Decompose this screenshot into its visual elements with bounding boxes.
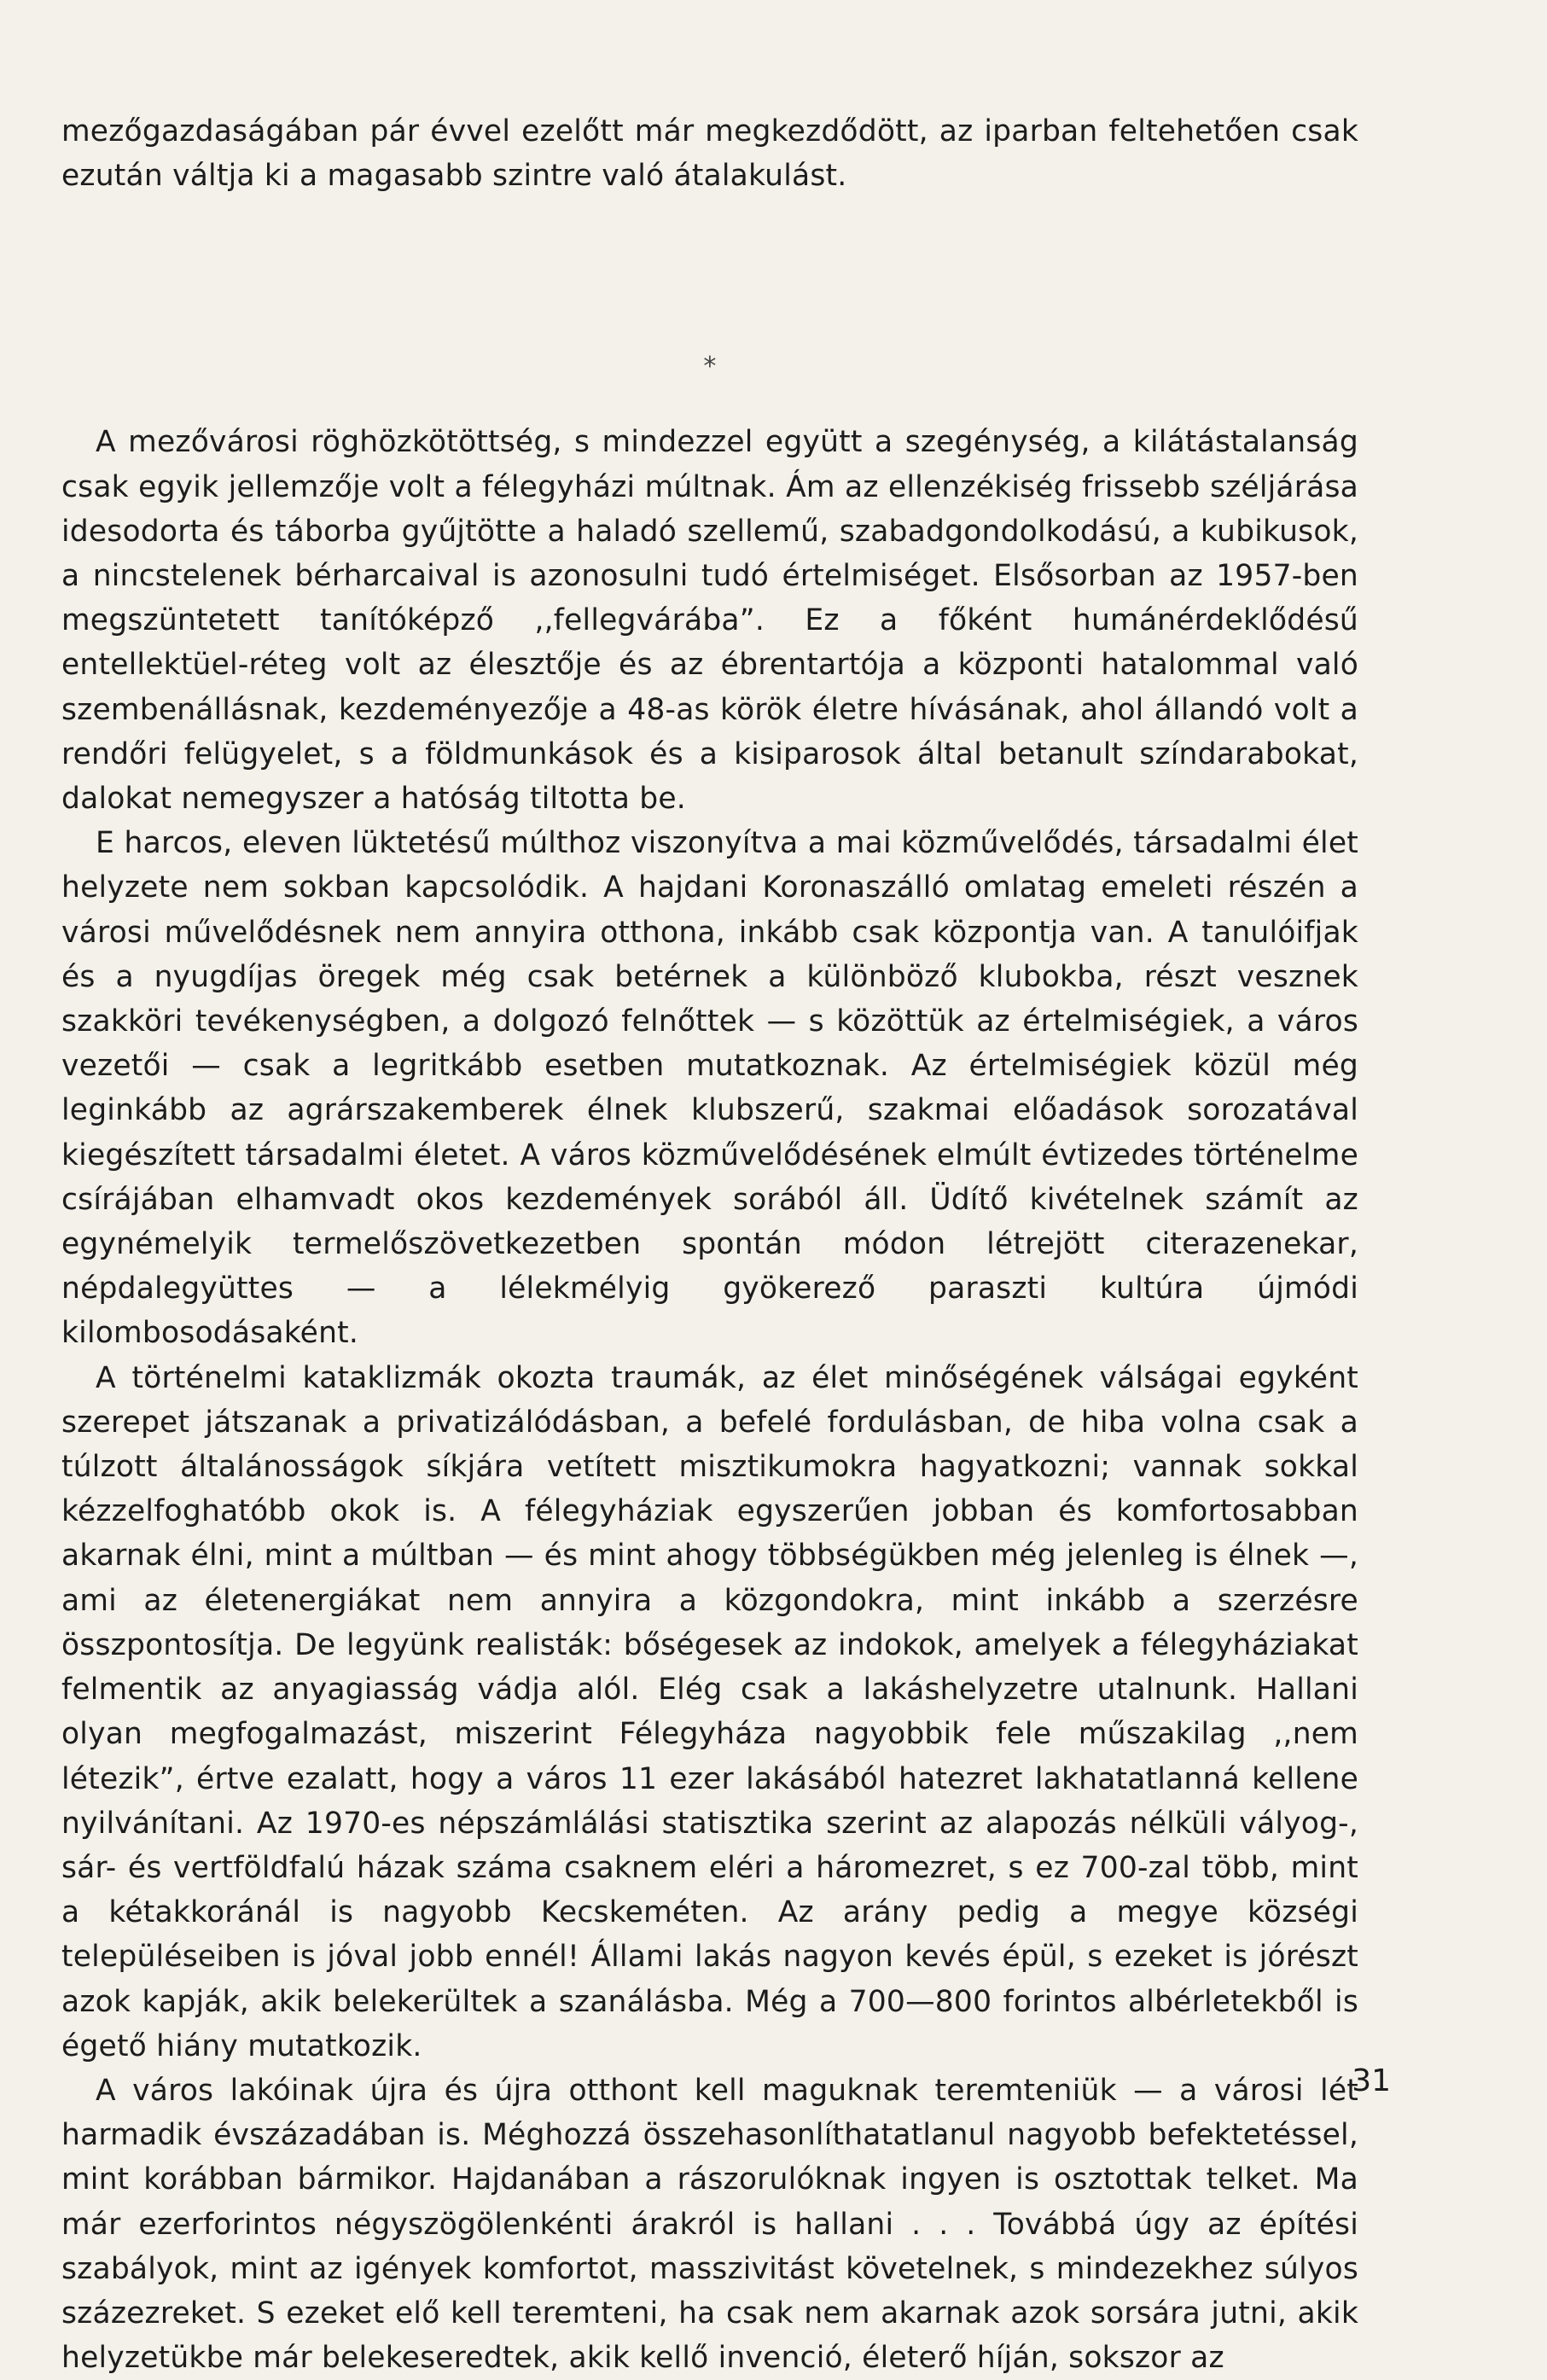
page-number: 31 (1352, 2063, 1391, 2098)
paragraph-1: A mezővárosi röghözkötöttség, s mindezzel együtt a szegénység, a kilátástalanság csak egyik jellemzője volt a félegyházi múltnak. Ám az ellenzékiség frissebb széljárása idesodorta és táborba gyűjtötte a haladó szellemű, szabadgondolkodású, a kubikusok, a nincstelenek bérharcaival is azonosulni tudó értelmiséget. Elsősorban az 1957-ben megszüntetett tanítóképző ,,fellegvárába”. Ez a főként humánérdeklődésű entellektüel-réteg volt az élesztője és az ébrentartója a központi hatalommal való szembenállásnak, kezdeményezője a 48-as körök életre hívásának, ahol állandó volt a rendőri felügyelet, s a földmunkások és a kisiparosok által betanult színdarabokat, dalokat nemegyszer a hatóság tiltotta be. (61, 425, 1358, 817)
paragraph-3: A történelmi kataklizmák okozta traumák, az élet minőségének válságai egyként szerepet játszanak a privatizálódásban, a befelé fordulásban, de hiba volna csak a túlzott általánosságok síkjára vetített misztikumokra hagyatkozni; vannak sokkal kézzelfoghatóbb okok is. A félegyháziak egyszerűen jobban és komfortosabban akarnak élni, mint a múltban — és mint ahogy többségükben még jelenleg is élnek —, ami az életenergiákat nem annyira a közgondokra, mint inkább a szerzésre összpontosítja. De legyünk realisták: bőségesek az indokok, amelyek a félegyháziakat felmentik az anyagiasság vádja alól. Elég csak a lakáshelyzetre utalnunk. Hallani olyan megfogalmazást, miszerint Félegyháza nagyobbik fele műszakilag ,,nem létezik”, értve ezalatt, hogy a város 11 ezer lakásából hatezret lakhatatlanná kellene nyilvánítani. Az 1970-es népszámlálási statisztika szerint az alapozás nélküli vályog-, sár- és vertföldfalú házak száma csaknem eléri a háromezret, s ez 700-zal több, mint a kétakkoránál is nagyobb Kecskeméten. Az arány pedig a megye községi településeiben is jóval jobb ennél! Állami lakás nagyon kevés épül, s ezeket is jórészt azok kapják, akik belekerültek a szanálásba. Még a 700—800 forintos albérletekből is égető hiány mutatkozik. (61, 1360, 1358, 2063)
body-text (61, 109, 1358, 2380)
page-content (61, 109, 1358, 2380)
paragraph-2: E harcos, eleven lüktetésű múlthoz viszonyítva a mai közművelődés, társadalmi élet helyzete nem sokban kapcsolódik. A hajdani Koronaszálló omlatag emeleti részén a városi művelődésnek nem annyira otthona, inkább csak központja van. A tanulóifjak és a nyugdíjas öregek még csak betérnek a különböző klubokba, részt vesznek szakköri tevékenységben, a dolgozó felnőttek — s közöttük az értelmiségiek, a város vezetői — csak a legritkább esetben mutatkoznak. Az értelmiségiek közül még leginkább az agrárszakemberek élnek klubszerű, szakmai előadások sorozatával kiegészített társadalmi életet. A város közművelődésének elmúlt évtizedes történelme csírájában elhamvadt okos kezdemények sorából áll. Üdítő kivételnek számít az egynémelyik termelőszövetkezetben spontán módon létrejött citerazenekar, népdalegyüttes — a lélekmélyig gyökerező paraszti kultúra újmódi kilombosodásaként. (61, 826, 1358, 1351)
intro-paragraph: mezőgazdaságában pár évvel ezelőtt már megkezdődött, az iparban feltehetően csak ezután váltja ki a magasabb szintre való átalakulást. (61, 114, 1358, 194)
section-separator: * (703, 352, 717, 382)
paragraph-4: A város lakóinak újra és újra otthont kell maguknak teremteniük — a városi lét harmadik évszázadában is. Méghozzá összehasonlíthatatlanul nagyobb befektetéssel, mint korábban bármikor. Hajdanában a rászorulóknak ingyen is osztottak telket. Ma már ezerforintos négyszögölenkénti árakról is hallani . . . Továbbá úgy az építési szabályok, mint az igények komfortot, masszivitást követelnek, s mindezekhez súlyos százezreket. S ezeket elő kell teremteni, ha csak nem akarnak azok sorsára jutni, akik helyzetükbe már belekeseredtek, akik kellő invenció, életerő híján, sokszor az (61, 2073, 1358, 2376)
